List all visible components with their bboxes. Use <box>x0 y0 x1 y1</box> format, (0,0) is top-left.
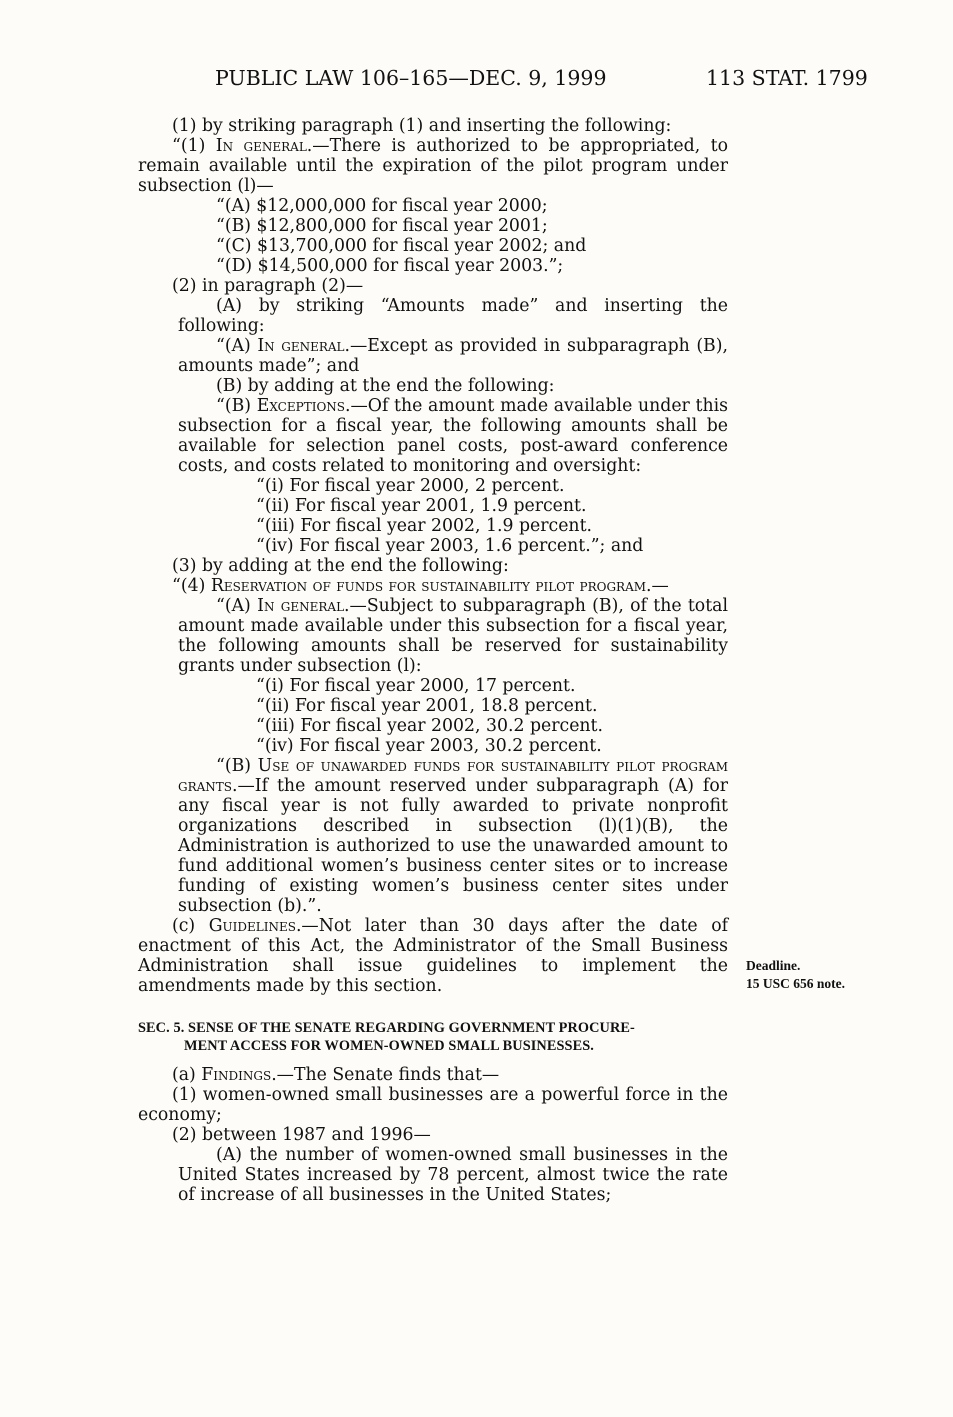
header-title: PUBLIC LAW 106–165—DEC. 9, 1999 <box>215 66 607 90</box>
margin-note-deadline: Deadline. <box>746 958 801 973</box>
paragraph: (A) the number of women-owned small businesses in the United States increased by 78 percent, almost twice the rate of increase of all businesses in the United States; <box>178 1145 728 1205</box>
paragraph <box>138 136 728 196</box>
paragraph: (1) by striking paragraph (1) and inserting the following: <box>172 116 672 136</box>
text-run: “(A) <box>216 596 258 616</box>
page-header <box>0 66 953 96</box>
text-run: “(B) <box>216 396 257 416</box>
paragraph: (A) by striking “Amounts made” and inserting the following: <box>178 296 728 336</box>
paragraph: “(D) $14,500,000 for fiscal year 2003.”; <box>216 256 564 276</box>
text-run: “(B) <box>216 756 258 776</box>
text-run: .—Of the amount made available under this subsection for a fiscal year, the following amounts shall be available for selection panel costs, post-award conference costs, and costs related to monitoring and oversight: <box>178 396 728 476</box>
section-heading-line-1: SEC. 5. SENSE OF THE SENATE REGARDING GOVERNMENT PROCURE- <box>138 1020 635 1036</box>
paragraph: “(iv) For fiscal year 2003, 1.6 percent.”; and <box>256 536 644 556</box>
text-run: “(A) <box>216 336 258 356</box>
text-run: (a) <box>172 1065 202 1085</box>
paragraph: (2) in paragraph (2)— <box>172 276 364 296</box>
paragraph: “(iii) For fiscal year 2002, 1.9 percent. <box>256 516 593 536</box>
paragraph: (2) between 1987 and 1996— <box>172 1125 431 1145</box>
small-caps-heading: Reservation of funds for sustainability pilot program <box>210 576 647 596</box>
paragraph: (1) women-owned small businesses are a powerful force in the economy; <box>138 1085 728 1125</box>
paragraph: “(A) $12,000,000 for fiscal year 2000; <box>216 196 548 216</box>
paragraph <box>138 396 728 476</box>
small-caps-heading: Exceptions <box>256 396 345 416</box>
text-run: .—Not later than 30 days after the date of enactment of this Act, the Administrator of the Small Business Administration shall issue guidelines to implement the amendments made by this section. <box>138 916 729 996</box>
small-caps-heading: Findings <box>201 1065 272 1085</box>
paragraph: (3) by adding at the end the following: <box>172 556 509 576</box>
small-caps-heading: In general <box>257 596 345 616</box>
findings-block <box>138 1065 728 1205</box>
paragraph: “(B) $12,800,000 for fiscal year 2001; <box>216 216 548 236</box>
paragraph <box>138 756 728 916</box>
paragraph <box>138 1065 728 1085</box>
small-caps-heading: In general <box>257 336 345 356</box>
document-body <box>138 116 728 1205</box>
text-run: (c) <box>172 916 209 936</box>
paragraph <box>138 916 728 996</box>
paragraph: “(ii) For fiscal year 2001, 18.8 percent. <box>256 696 598 716</box>
text-run: .—Subject to subparagraph (B), of the total amount made available under this subsection for a fiscal year, the following amounts shall be reserved for sustainability grants under subsection (l): <box>178 596 728 676</box>
paragraph: “(i) For fiscal year 2000, 2 percent. <box>256 476 565 496</box>
header-stat-citation: 113 STAT. 1799 <box>706 66 868 90</box>
section-heading-line-2: MENT ACCESS FOR WOMEN-OWNED SMALL BUSINESSES. <box>184 1038 594 1054</box>
paragraph: “(iv) For fiscal year 2003, 30.2 percent. <box>256 736 602 756</box>
text-run: .—There is authorized to be appropriated, to remain available until the expiration of the pilot program under subsection (l)— <box>138 136 728 196</box>
paragraph <box>138 576 728 596</box>
text-run: .—The Senate finds that— <box>271 1065 500 1085</box>
text-run: .— <box>646 576 669 596</box>
paragraph: “(C) $13,700,000 for fiscal year 2002; and <box>216 236 587 256</box>
text-run: “(1) <box>172 136 216 156</box>
margin-notes <box>746 957 845 993</box>
paragraph: (B) by adding at the end the following: <box>216 376 555 396</box>
amendments-block <box>138 116 728 996</box>
paragraph: “(i) For fiscal year 2000, 17 percent. <box>256 676 576 696</box>
text-run: .—If the amount reserved under subparagraph (A) for any fiscal year is not fully awarded to private nonprofit organizations described in subsection (l)(1)(B), the Administration is authorized to use the unawarded amount to fund additional women’s business center sites or to increase funding of existing women’s business center sites under subsection (b).”. <box>178 776 728 916</box>
paragraph <box>138 596 728 676</box>
paragraph <box>138 336 728 376</box>
paragraph: “(iii) For fiscal year 2002, 30.2 percent. <box>256 716 603 736</box>
small-caps-heading: Guidelines <box>208 916 296 936</box>
text-run: .—Except as provided in subparagraph (B), amounts made”; and <box>178 336 728 376</box>
paragraph: “(ii) For fiscal year 2001, 1.9 percent. <box>256 496 587 516</box>
small-caps-heading: Use of unawarded funds for sustainability pilot program grants <box>178 756 728 796</box>
section-heading <box>138 1019 728 1055</box>
small-caps-heading: In general <box>215 136 307 156</box>
margin-note-usc-citation: 15 USC 656 note. <box>746 976 846 991</box>
text-run: “(4) <box>172 576 211 596</box>
